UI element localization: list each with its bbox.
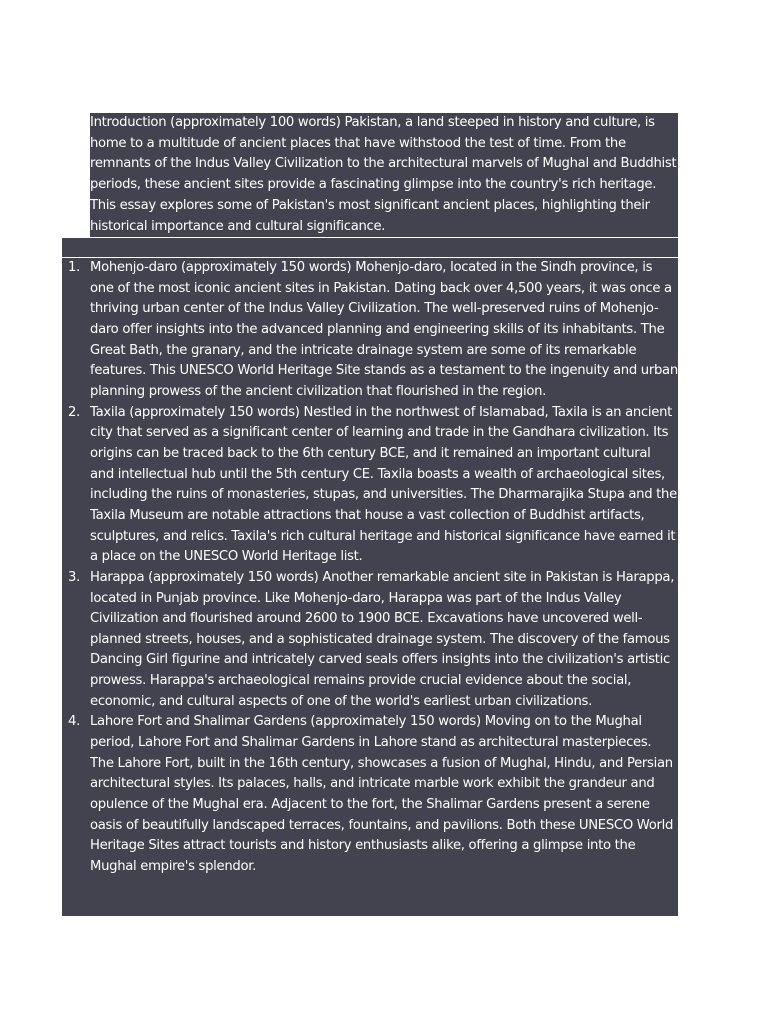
list-number: 4. <box>68 714 80 730</box>
list-item <box>62 568 678 713</box>
list-item-text: Lahore Fort and Shalimar Gardens (approximately 150 words) Moving on to the Mughal period, Lahore Fort and Shalimar Gardens in Lahore stand as architectural masterpieces. The Lahore Fort, built in the 16th century, showcases a fusion of Mughal, Hindu, and Persian architectural styles. Its palaces, halls, and intricate marble work exhibit the grandeur and opulence of the Mughal era. Adjacent to the fort, the Shalimar Gardens present a serene oasis of beautifully landscaped terraces, fountains, and pavilions. Both these UNESCO World Heritage Sites attract tourists and history enthusiasts alike, offering a glimpse into the Mughal empire's splendor. <box>90 714 674 875</box>
highlight-gap <box>62 238 678 257</box>
intro-paragraph: Introduction (approximately 100 words) Pakistan, a land steeped in history and culture, is home to a multitude of ancient places that have withstood the test of time. From the remnants of the Indus Valley Civilization to the architectural marvels of Mughal and Buddhist periods, these ancient sites provide a fascinating glimpse into the country's rich heritage. This essay explores some of Pakistan's most significant ancient places, highlighting their historical importance and cultural significance. <box>90 113 678 237</box>
list-item-text: Mohenjo-daro (approximately 150 words) Mohenjo-daro, located in the Sindh province, is one of the most iconic ancient sites in Pakistan. Dating back over 4,500 years, it was once a thriving urban center of the Indus Valley Civilization. The well-preserved ruins of Mohenjo-daro offer insights into the advanced planning and engineering skills of its inhabitants. The Great Bath, the granary, and the intricate drainage system are some of its remarkable features. This UNESCO World Heritage Site stands as a testament to the ingenuity and urban planning prowess of the ancient civilization that flourished in the region. <box>90 260 678 399</box>
list-number: 3. <box>68 569 80 585</box>
list-item-text: Taxila (approximately 150 words) Nestled in the northwest of Islamabad, Taxila is an ancient city that served as a significant center of learning and trade in the Gandhara civilization. Its origins can be traced back to the 6th century BCE, and it remained an important cultural and intellectual hub until the 5th century CE. Taxila boasts a wealth of archaeological sites, including the ruins of monasteries, stupas, and universities. The Dharmarajika Stupa and the Taxila Museum are notable attractions that house a vast collection of Buddhist artifacts, sculptures, and relics. Taxila's rich cultural heritage and historical significance have earned it a place on the UNESCO World Heritage list. <box>90 404 677 565</box>
ancient-sites-list <box>62 258 678 916</box>
list-item <box>62 712 678 877</box>
list-item <box>62 403 678 568</box>
list-item <box>62 258 678 403</box>
list-number: 2. <box>68 404 80 420</box>
list-number: 1. <box>68 260 80 275</box>
numbered-list <box>62 258 678 878</box>
list-item-text: Harappa (approximately 150 words) Another remarkable ancient site in Pakistan is Harappa, located in Punjab province. Like Mohenjo-daro, Harappa was part of the Indus Valley Civilization and flourished around 2600 to 1900 BCE. Excavations have uncovered well-planned streets, houses, and a sophisticated drainage system. The discovery of the famous Dancing Girl figurine and intricately carved seals offers insights into the civilization's artistic prowess. Harappa's archaeological remains provide crucial evidence about the social, economic, and cultural aspects of one of the world's earliest urban civilizations. <box>90 569 675 709</box>
